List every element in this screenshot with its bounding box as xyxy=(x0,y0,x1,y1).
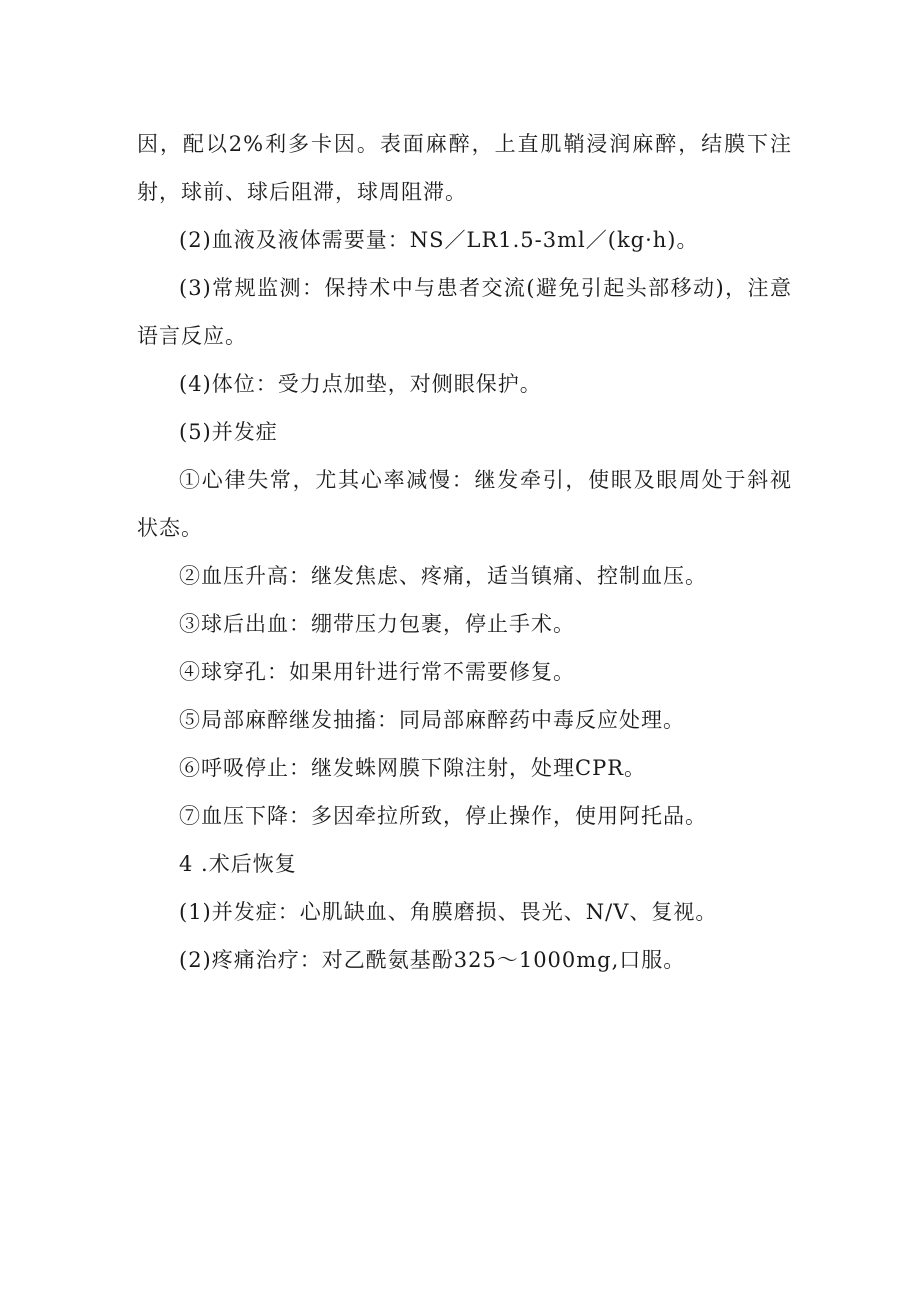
list-item-hypertension: ②血压升高：继发焦虑、疼痛，适当镇痛、控制血压。 xyxy=(179,564,707,588)
list-item-seizure: ⑤局部麻醉继发抽搐：同局部麻醉药中毒反应处理。 xyxy=(179,708,685,732)
list-item-retrobulbar-hemorrhage: ③球后出血：绷带压力包裹，停止手术。 xyxy=(179,612,575,636)
list-item-respiratory-arrest: ⑥呼吸停止：继发蛛网膜下隙注射，处理CPR。 xyxy=(179,756,647,780)
paragraph-pain-treatment: (2)疼痛治疗：对乙酰氨基酚325～1000mg,口服。 xyxy=(179,948,686,972)
paragraph-complications-heading: (5)并发症 xyxy=(179,420,278,444)
list-item-hypotension: ⑦血压下降：多因牵拉所致，停止操作，使用阿托品。 xyxy=(179,804,707,828)
paragraph-routine-monitoring: (3)常规监测：保持术中与患者交流(避免引起头部移动)，注意语言反应。 xyxy=(137,276,792,348)
paragraph-fluid-requirement: (2)血液及液体需要量：NS／LR1.5-3ml／(kg·h)。 xyxy=(179,228,699,252)
list-item-arrhythmia: ①心律失常，尤其心率减慢：继发牵引，使眼及眼周处于斜视状态。 xyxy=(137,468,792,540)
body-text xyxy=(137,120,792,984)
paragraph-anesthesia-methods: 因，配以2%利多卡因。表面麻醉，上直肌鞘浸润麻醉，结膜下注射，球前、球后阻滞，球周阻滞。 xyxy=(137,132,792,204)
section-heading-postop-recovery: 4 .术后恢复 xyxy=(179,852,297,876)
paragraph-position: (4)体位：受力点加垫，对侧眼保护。 xyxy=(179,372,542,396)
paragraph-postop-complications: (1)并发症：心肌缺血、角膜磨损、畏光、N/V、复视。 xyxy=(179,900,718,924)
list-item-globe-perforation: ④球穿孔：如果用针进行常不需要修复。 xyxy=(179,660,575,684)
